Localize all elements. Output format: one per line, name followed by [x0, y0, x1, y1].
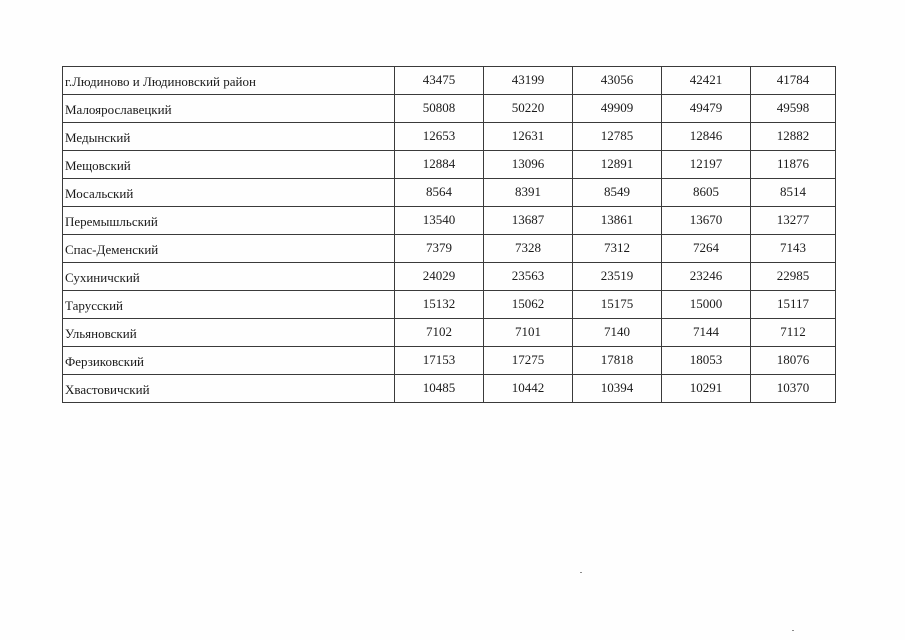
value-cell: 13277 [751, 207, 836, 235]
value-cell: 12846 [662, 123, 751, 151]
district-name-cell: Малоярославецкий [63, 95, 395, 123]
value-cell: 7144 [662, 319, 751, 347]
value-cell: 13670 [662, 207, 751, 235]
value-cell: 15000 [662, 291, 751, 319]
district-name-cell: Медынский [63, 123, 395, 151]
value-cell: 23246 [662, 263, 751, 291]
value-cell: 10485 [395, 375, 484, 403]
table-row [63, 235, 836, 263]
table-row [63, 291, 836, 319]
value-cell: 15132 [395, 291, 484, 319]
value-cell: 49909 [573, 95, 662, 123]
value-cell: 7264 [662, 235, 751, 263]
table-body [63, 67, 836, 403]
value-cell: 8564 [395, 179, 484, 207]
value-cell: 7379 [395, 235, 484, 263]
value-cell: 43475 [395, 67, 484, 95]
value-cell: 23563 [484, 263, 573, 291]
district-name-cell: Ферзиковский [63, 347, 395, 375]
value-cell: 15175 [573, 291, 662, 319]
value-cell: 12785 [573, 123, 662, 151]
value-cell: 49479 [662, 95, 751, 123]
value-cell: 41784 [751, 67, 836, 95]
table-row [63, 347, 836, 375]
table-row [63, 207, 836, 235]
value-cell: 17275 [484, 347, 573, 375]
scan-speck [580, 572, 582, 573]
value-cell: 50808 [395, 95, 484, 123]
value-cell: 10442 [484, 375, 573, 403]
district-name-cell: Перемышльский [63, 207, 395, 235]
table-row [63, 375, 836, 403]
value-cell: 13540 [395, 207, 484, 235]
district-name-cell: Мосальский [63, 179, 395, 207]
district-name-cell: Сухиничский [63, 263, 395, 291]
table-row [63, 151, 836, 179]
value-cell: 7101 [484, 319, 573, 347]
value-cell: 7112 [751, 319, 836, 347]
value-cell: 7312 [573, 235, 662, 263]
value-cell: 13861 [573, 207, 662, 235]
value-cell: 22985 [751, 263, 836, 291]
value-cell: 50220 [484, 95, 573, 123]
value-cell: 8549 [573, 179, 662, 207]
value-cell: 12891 [573, 151, 662, 179]
value-cell: 13096 [484, 151, 573, 179]
value-cell: 23519 [573, 263, 662, 291]
value-cell: 24029 [395, 263, 484, 291]
value-cell: 10394 [573, 375, 662, 403]
district-name-cell: г.Людиново и Людиновский район [63, 67, 395, 95]
value-cell: 15117 [751, 291, 836, 319]
value-cell: 43056 [573, 67, 662, 95]
value-cell: 12197 [662, 151, 751, 179]
value-cell: 7102 [395, 319, 484, 347]
value-cell: 17818 [573, 347, 662, 375]
value-cell: 49598 [751, 95, 836, 123]
value-cell: 7140 [573, 319, 662, 347]
table-row [63, 263, 836, 291]
value-cell: 17153 [395, 347, 484, 375]
value-cell: 15062 [484, 291, 573, 319]
value-cell: 43199 [484, 67, 573, 95]
value-cell: 13687 [484, 207, 573, 235]
value-cell: 8391 [484, 179, 573, 207]
value-cell: 18076 [751, 347, 836, 375]
table-row [63, 67, 836, 95]
value-cell: 7328 [484, 235, 573, 263]
table-row [63, 95, 836, 123]
value-cell: 12882 [751, 123, 836, 151]
scan-speck [792, 630, 794, 631]
table-row [63, 319, 836, 347]
value-cell: 8514 [751, 179, 836, 207]
district-name-cell: Мещовский [63, 151, 395, 179]
value-cell: 12653 [395, 123, 484, 151]
value-cell: 18053 [662, 347, 751, 375]
value-cell: 7143 [751, 235, 836, 263]
value-cell: 42421 [662, 67, 751, 95]
value-cell: 10370 [751, 375, 836, 403]
district-name-cell: Тарусский [63, 291, 395, 319]
table-row [63, 179, 836, 207]
value-cell: 10291 [662, 375, 751, 403]
table-row [63, 123, 836, 151]
value-cell: 12631 [484, 123, 573, 151]
district-name-cell: Хвастовичский [63, 375, 395, 403]
district-name-cell: Ульяновский [63, 319, 395, 347]
district-population-table [62, 66, 836, 403]
district-name-cell: Спас-Деменский [63, 235, 395, 263]
value-cell: 8605 [662, 179, 751, 207]
value-cell: 12884 [395, 151, 484, 179]
value-cell: 11876 [751, 151, 836, 179]
